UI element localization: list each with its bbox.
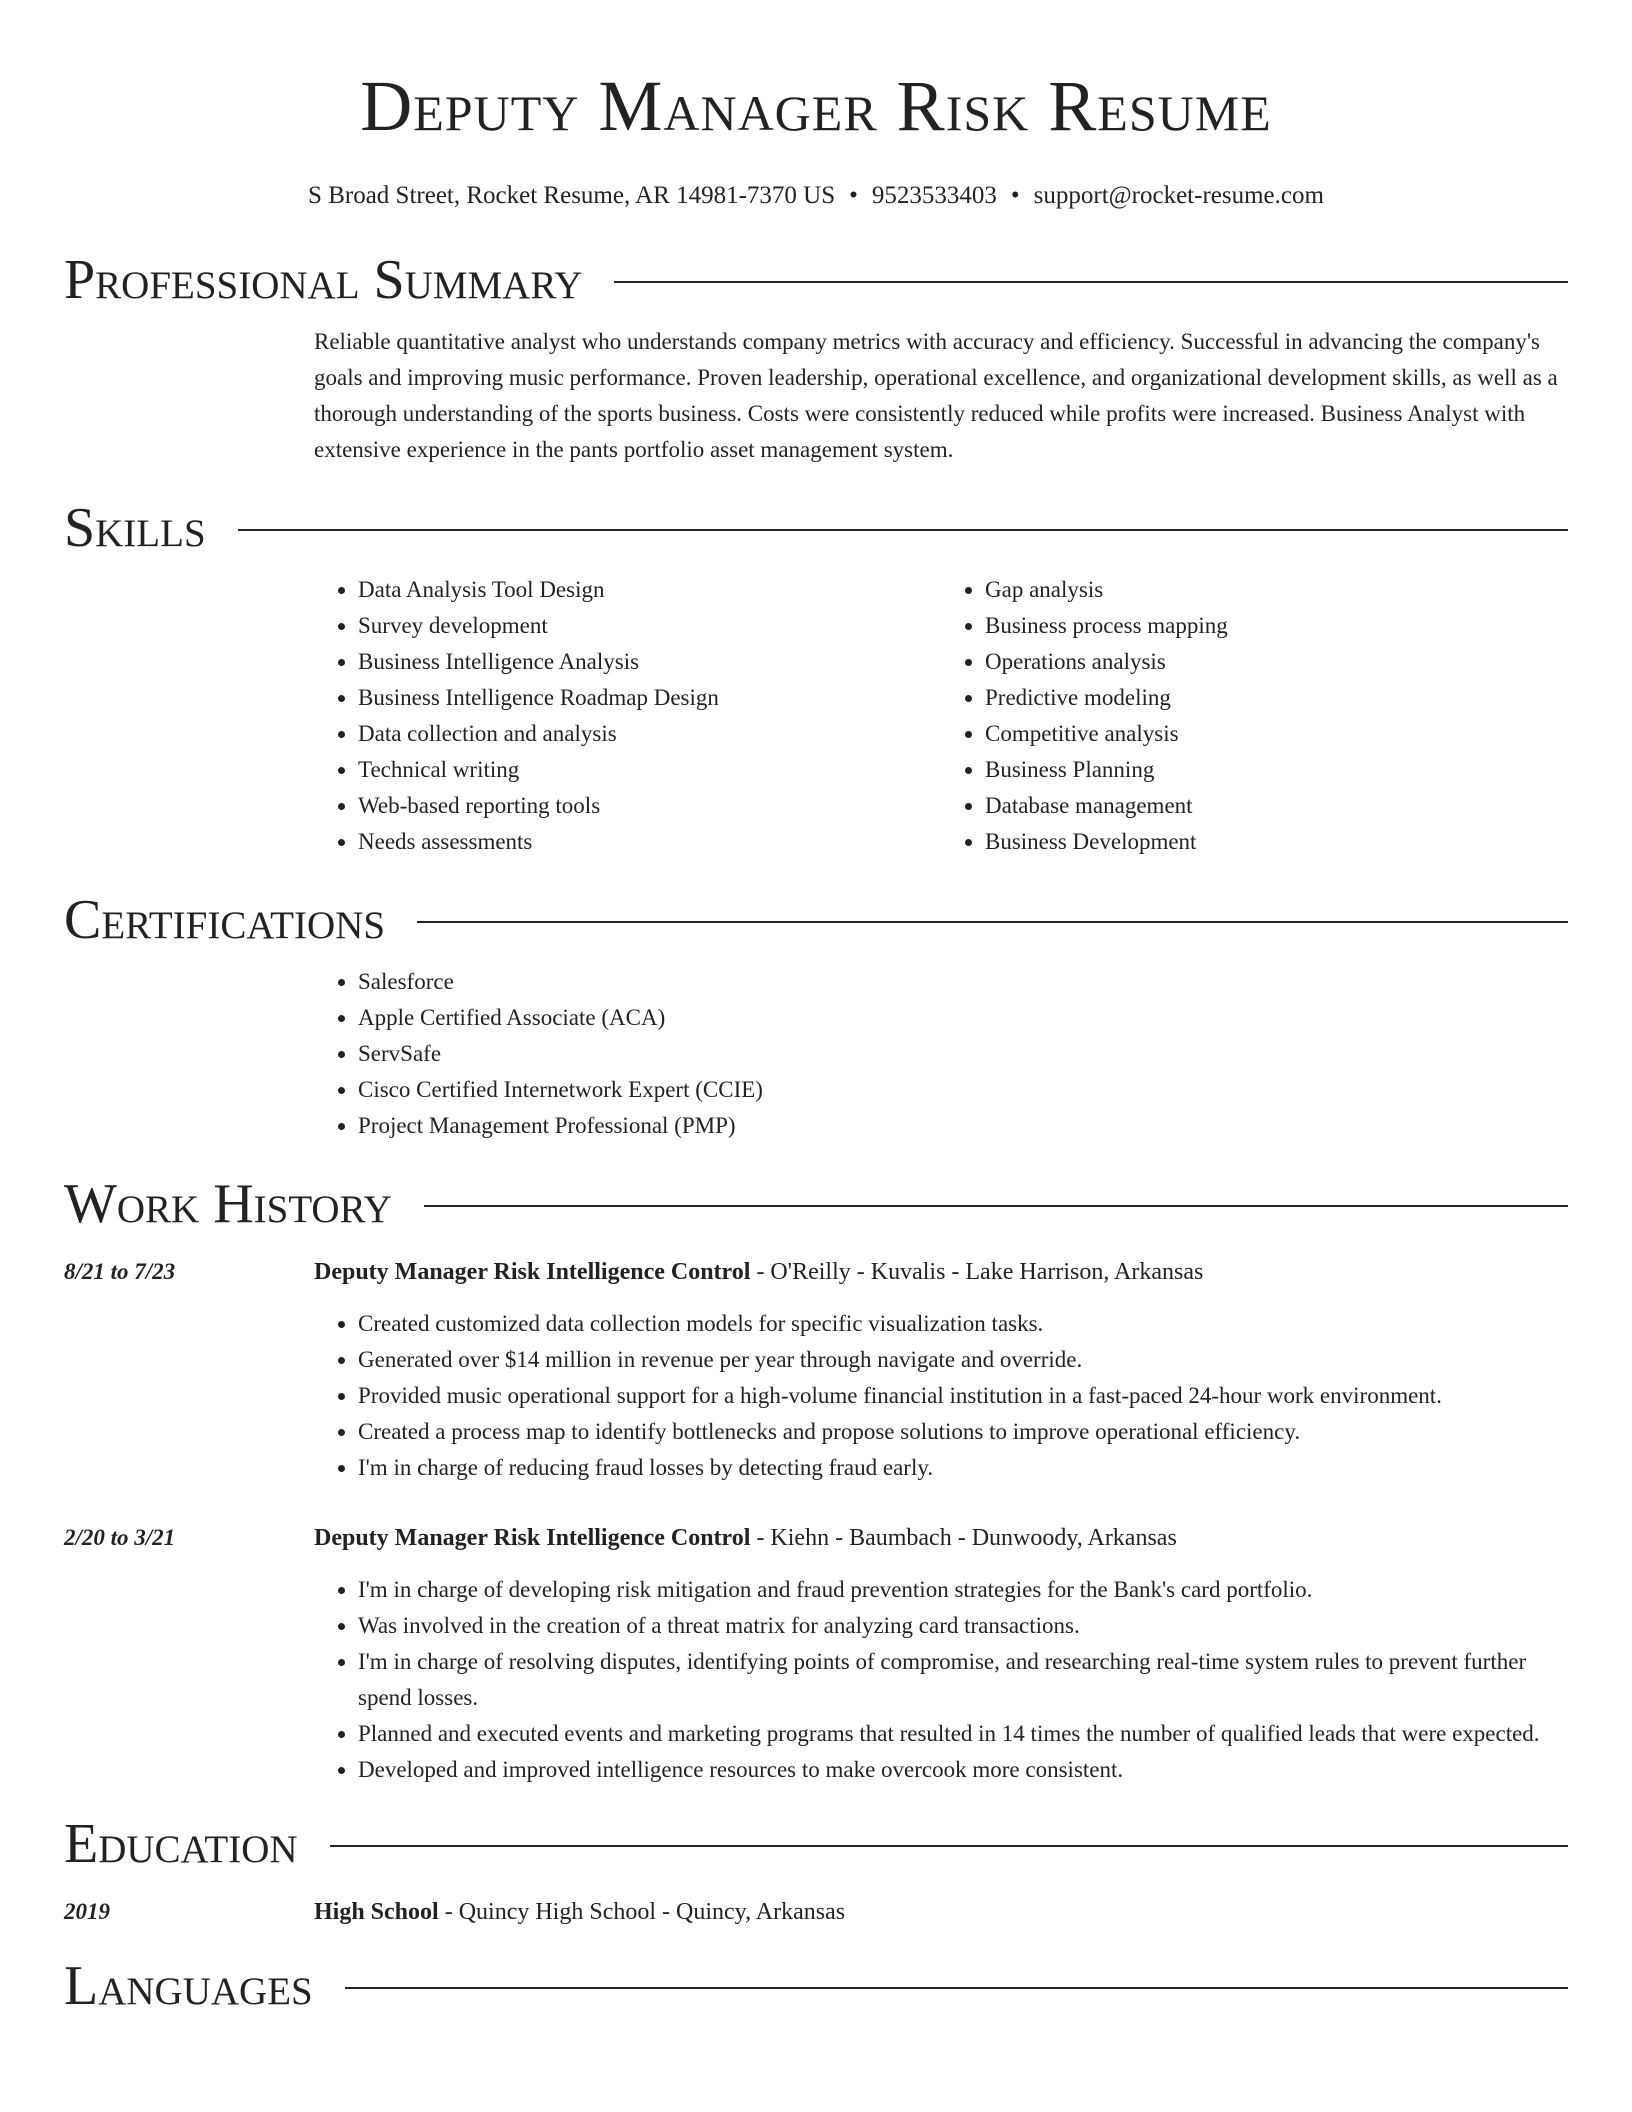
skill-item: • Technical writing [358,752,941,788]
section-divider [424,1205,1568,1207]
contact-separator: • [1010,182,1020,209]
education-degree: High School [314,1899,439,1925]
skill-item: • Data collection and analysis [358,716,941,752]
job-dates: 8/21 to 7/23 [64,1259,176,1284]
skills-section-header [64,496,1568,560]
skill-item: • Business Planning [985,752,1568,788]
summary-heading: Professional Summary [64,249,583,311]
job-bullets [314,1572,1568,1788]
section-divider [614,281,1568,283]
skill-item: • Business process mapping [985,608,1568,644]
certifications-heading: Certifications [64,889,386,951]
job-bullet-list [314,1572,1568,1788]
skill-item: • Competitive analysis [985,716,1568,752]
contact-line [64,180,1568,212]
job-bullet: • Was involved in the creation of a threat matrix for analyzing card transactions. [358,1608,1568,1644]
skill-item: • Business Intelligence Analysis [358,644,941,680]
job-employer: - O'Reilly - Kuvalis - Lake Harrison, Arkansas [750,1259,1204,1285]
job-info [314,1254,1568,1290]
education-section-header [64,1812,1568,1876]
languages-section-header [64,1954,1568,2018]
education-info [314,1894,1568,1930]
contact-phone: 9523533403 [871,182,997,209]
work-section-header [64,1172,1568,1236]
job-bullet: • Created customized data collection models for specific visualization tasks. [358,1306,1568,1342]
job-bullets [314,1306,1568,1486]
section-divider [417,921,1568,923]
certification-item: • ServSafe [358,1036,1568,1072]
section-divider [238,529,1568,531]
contact-address: S Broad Street, Rocket Resume, AR 14981-7370 US [308,182,836,209]
job-entry [64,1254,1568,1290]
work-heading: Work History [64,1173,392,1235]
job-bullet-list [314,1306,1568,1486]
job-bullet: • Planned and executed events and marketing programs that resulted in 14 times the number of qualified leads that were expected. [358,1716,1568,1752]
resume-title: Deputy Manager Risk Resume [360,66,1272,146]
skills-columns [314,572,1568,860]
education-school: - Quincy High School - Quincy, Arkansas [438,1899,846,1925]
job-bullet: • I'm in charge of reducing fraud losses by detecting fraud early. [358,1450,1568,1486]
summary-text: Reliable quantitative analyst who understands company metrics with accuracy and efficiency. Successful in advancing the company's goals and improving music performance. Proven leadership, operational excellence, and organizational development skills, as well as a thorough understanding of the sports business. Costs were consistently reduced while profits were increased. Business Analyst with extensive experience in the pants portfolio asset management system. [314,329,1558,462]
skill-item: • Predictive modeling [985,680,1568,716]
skill-item: • Business Intelligence Roadmap Design [358,680,941,716]
job-employer: - Kiehn - Baumbach - Dunwoody, Arkansas [750,1525,1177,1551]
certification-item: • Cisco Certified Internetwork Expert (CCIE) [358,1072,1568,1108]
section-divider [330,1845,1568,1847]
certifications-list [314,964,1568,1144]
skill-item: • Business Development [985,824,1568,860]
job-bullet: • Generated over $14 million in revenue per year through navigate and override. [358,1342,1568,1378]
certification-item: • Apple Certified Associate (ACA) [358,1000,1568,1036]
education-entry [64,1894,1568,1930]
certifications-block [314,964,1568,1144]
job-bullet: • I'm in charge of resolving disputes, identifying points of compromise, and researching real-time system rules to prevent further spend losses. [358,1644,1568,1716]
job-bullet: • I'm in charge of developing risk mitigation and fraud prevention strategies for the Bank's card portfolio. [358,1572,1568,1608]
education-year: 2019 [64,1899,110,1924]
languages-heading: Languages [64,1955,313,2017]
job-bullet: • Provided music operational support for a high-volume financial institution in a fast-paced 24-hour work environment. [358,1378,1568,1414]
job-bullet: • Developed and improved intelligence resources to make overcook more consistent. [358,1752,1568,1788]
summary-section-header [64,248,1568,312]
skills-list-right [941,572,1568,860]
education-heading: Education [64,1813,298,1875]
certification-item: • Salesforce [358,964,1568,1000]
job-info [314,1520,1568,1556]
skills-list-left [314,572,941,860]
certifications-section-header [64,888,1568,952]
certification-item: • Project Management Professional (PMP) [358,1108,1568,1144]
skills-heading: Skills [64,497,206,559]
section-divider [345,1987,1568,1989]
skill-item: • Web-based reporting tools [358,788,941,824]
job-title: Deputy Manager Risk Intelligence Control [314,1525,751,1551]
skill-item: • Data Analysis Tool Design [358,572,941,608]
skill-item: • Gap analysis [985,572,1568,608]
contact-separator: • [849,182,858,209]
job-entry [64,1520,1568,1556]
skill-item: • Operations analysis [985,644,1568,680]
contact-email: support@rocket-resume.com [1033,182,1324,209]
skill-item: • Needs assessments [358,824,941,860]
job-title: Deputy Manager Risk Intelligence Control [314,1259,751,1285]
skill-item: • Survey development [358,608,941,644]
job-dates: 2/20 to 3/21 [64,1525,176,1550]
job-bullet: • Created a process map to identify bottlenecks and propose solutions to improve operational efficiency. [358,1414,1568,1450]
skill-item: • Database management [985,788,1568,824]
